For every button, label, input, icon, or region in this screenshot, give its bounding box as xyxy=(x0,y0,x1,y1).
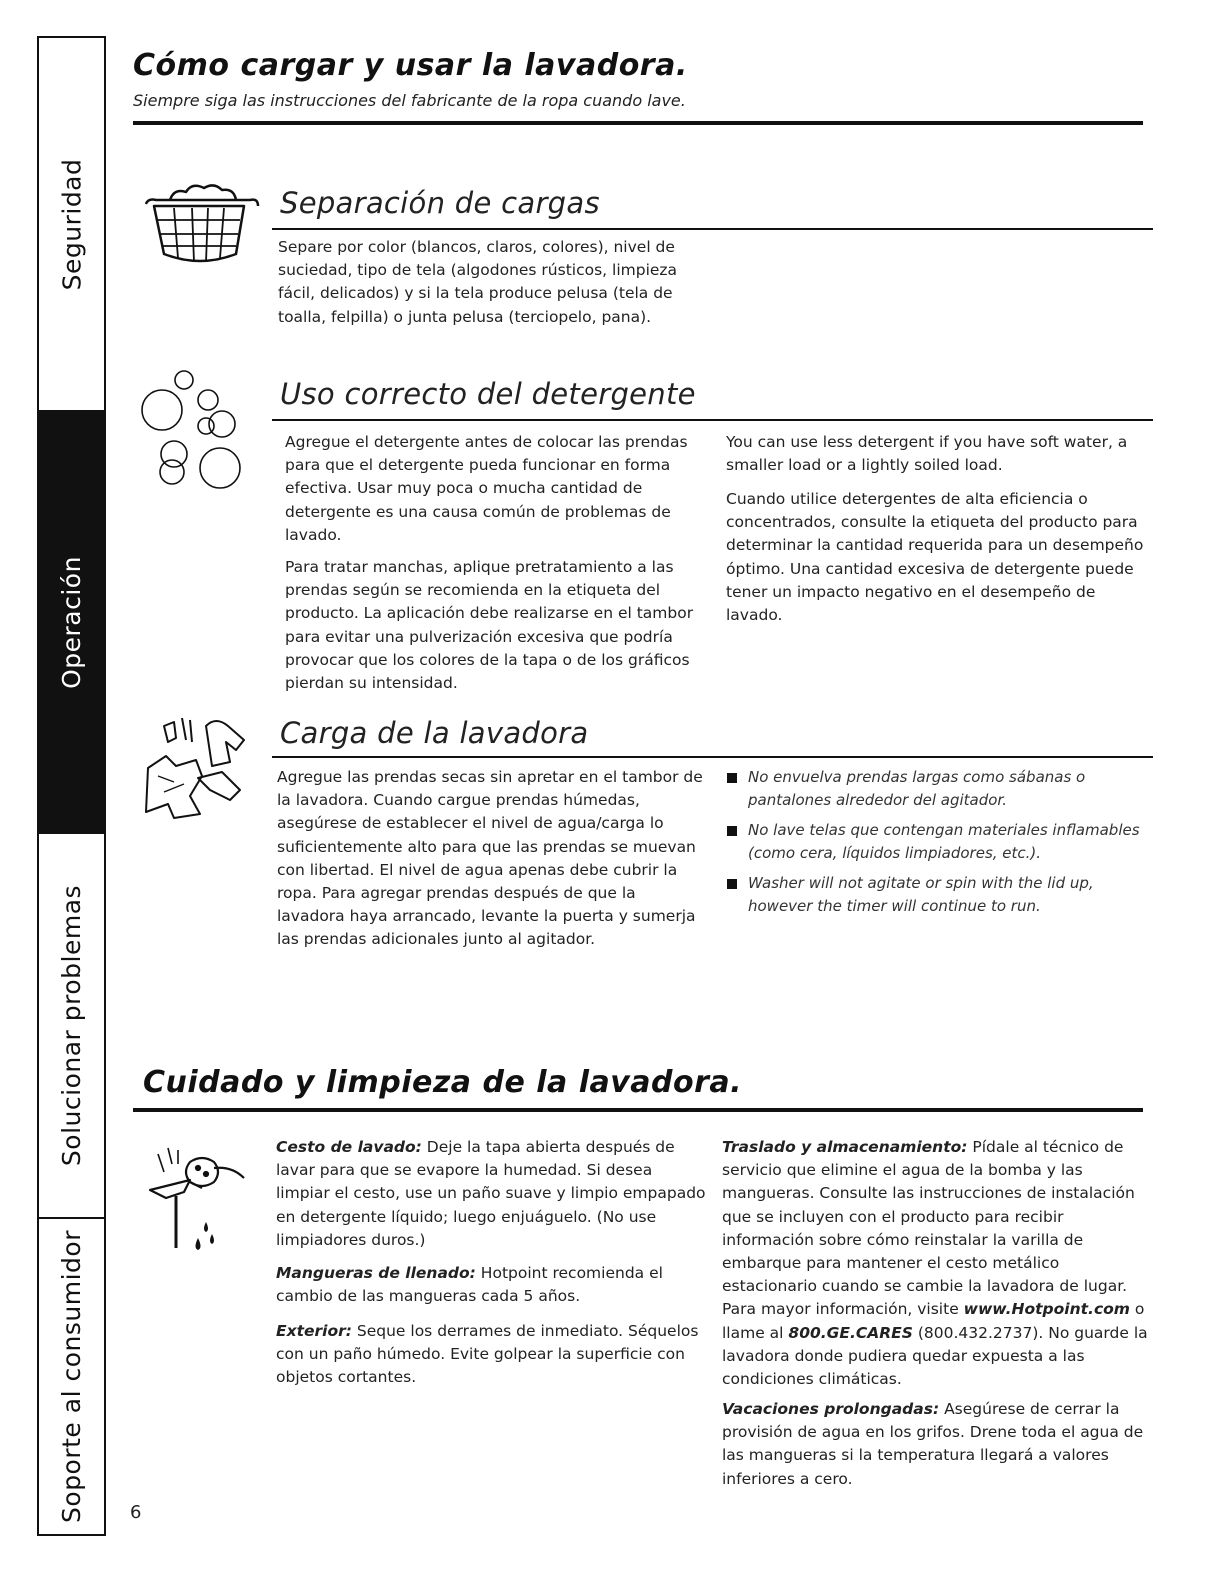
section-title-separacion: Separación de cargas xyxy=(280,186,600,220)
tab-soporte-consumidor-label: Soporte al consumidor xyxy=(57,1230,87,1523)
tab-operacion[interactable] xyxy=(39,412,104,832)
detergente-left-p2: Para tratar manchas, aplique pretratamiento a las prendas según se recomienda en la etiqueta del producto. La aplicación debe realizarse en el tambor para evitar una pulverización excesiva que podría provocar que los colores de la tapa o de los gráficos pierdan su intensidad. xyxy=(285,558,694,693)
carga-bullet-1: No envuelva prendas largas como sábanas o pantalones alrededor del agitador. xyxy=(727,766,1155,812)
section-title-carga: Carga de la lavadora xyxy=(280,716,589,750)
care-traslado-label: Traslado y almacenamiento: xyxy=(722,1138,968,1156)
carga-bullet-2: No lave telas que contengan materiales inflamables (como cera, líquidos limpiadores, etc.). xyxy=(727,819,1155,865)
sponge-cleaning-icon xyxy=(146,1138,256,1264)
care-title: Cuidado y limpieza de la lavadora. xyxy=(143,1065,743,1100)
care-exterior-label: Exterior: xyxy=(276,1322,352,1340)
hotpoint-website-link[interactable]: www.Hotpoint.com xyxy=(963,1300,1130,1319)
section-divider-carga xyxy=(272,756,1153,758)
detergente-left-p1: Agregue el detergente antes de colocar las prendas para que el detergente pueda funcionar en forma efectiva. Usar muy poca o mucha cantidad de detergente es una causa común de problemas de lavado. xyxy=(285,433,688,544)
tab-soporte-consumidor[interactable] xyxy=(39,1219,104,1534)
tab-solucionar-problemas[interactable] xyxy=(39,832,104,1219)
care-exterior-text: Seque los derrames de inmediato. Séquelos con un paño húmedo. Evite golpear la superficie con objetos cortantes. xyxy=(276,1322,699,1387)
page-subtitle: Siempre siga las instrucciones del fabricante de la ropa cuando lave. xyxy=(133,91,686,110)
bubbles-icon xyxy=(136,368,248,498)
separacion-body: Separe por color (blancos, claros, colores), nivel de suciedad, tipo de tela (algodones rústicos, limpieza fácil, delicados) y si la tela produce pelusa (tela de toalla, felpilla) o junta pelusa (terciopelo, pana). xyxy=(278,238,678,326)
page-number: 6 xyxy=(130,1502,142,1523)
detergente-right-p1: You can use less detergent if you have soft water, a smaller load or a lightly soiled load. xyxy=(726,433,1128,475)
care-vacaciones-label: Vacaciones prolongadas: xyxy=(722,1400,940,1418)
care-cesto-paragraph xyxy=(276,1136,706,1252)
section-divider-detergente xyxy=(272,419,1153,421)
carga-bullet-list xyxy=(727,766,1155,925)
section-title-detergente: Uso correcto del detergente xyxy=(280,377,696,411)
section-divider-separacion xyxy=(272,228,1153,230)
care-mangueras-label: Mangueras de llenado: xyxy=(276,1264,476,1282)
care-cesto-label: Cesto de lavado: xyxy=(276,1138,422,1156)
ge-cares-phone: 800.GE.CARES xyxy=(788,1323,913,1342)
care-vacaciones-text: Asegúrese de cerrar la provisión de agua en los grifos. Drene toda el agua de las mangueras si la temperatura llegará a valores inferiores a cero. xyxy=(722,1400,1144,1488)
tab-solucionar-problemas-label: Solucionar problemas xyxy=(57,884,86,1167)
care-mangueras-text: Hotpoint recomienda el cambio de las mangueras cada 5 años. xyxy=(276,1264,663,1306)
laundry-basket-icon xyxy=(140,182,260,272)
care-vacaciones-paragraph xyxy=(722,1398,1152,1491)
sidebar-nav xyxy=(37,36,106,1536)
care-traslado-text-1: Pídale al técnico de servicio que elimine el agua de la bomba y las mangueras. Consulte las instrucciones de instalación que se incluyen con el producto para recibir información sobre cómo reinstalar la varilla de embarque para mantener el cesto metálico estacionario cuando se cambie la lavadora de lugar. Para mayor información, visite xyxy=(722,1138,1135,1319)
care-divider xyxy=(133,1108,1143,1112)
care-exterior-paragraph xyxy=(276,1320,706,1390)
care-mangueras-paragraph xyxy=(276,1262,706,1308)
care-traslado-paragraph xyxy=(722,1136,1152,1391)
tab-seguridad[interactable] xyxy=(39,38,104,412)
header-divider xyxy=(133,121,1143,125)
page-title: Cómo cargar y usar la lavadora. xyxy=(133,48,688,83)
carga-bullet-3: Washer will not agitate or spin with the lid up, however the timer will continue to run. xyxy=(727,872,1155,918)
care-traslado-text-2: o llame al xyxy=(722,1300,1145,1342)
care-cesto-text: Deje la tapa abierta después de lavar para que se evapore la humedad. Si desea limpiar el cesto, use un paño suave y limpio empapado en detergente líquido; luego enjuáguelo. (No use limpiadores duros.) xyxy=(276,1138,706,1249)
carga-body: Agregue las prendas secas sin apretar en el tambor de la lavadora. Cuando cargue prendas húmedas, asegúrese de establecer el nivel de agua/carga lo suficientemente alto para que las prendas se muevan con libertad. El nivel de agua apenas debe cubrir la ropa. Para agregar prendas después de que la lavadora haya arrancado, levante la puerta y sumerja las prendas adicionales junto al agitador. xyxy=(277,768,703,949)
clothes-pile-icon xyxy=(138,712,263,827)
tab-operacion-label: Operación xyxy=(57,555,87,689)
detergente-right-p2: Cuando utilice detergentes de alta eficiencia o concentrados, consulte la etiqueta del producto para determinar la cantidad requerida para un desempeño óptimo. Una cantidad excesiva de detergente puede tener un impacto negativo en el desempeño de lavado. xyxy=(726,490,1144,625)
care-traslado-text-3: (800.432.2737). No guarde la lavadora donde pudiera quedar expuesta a las condiciones climáticas. xyxy=(722,1323,1148,1389)
tab-seguridad-label: Seguridad xyxy=(57,158,86,290)
